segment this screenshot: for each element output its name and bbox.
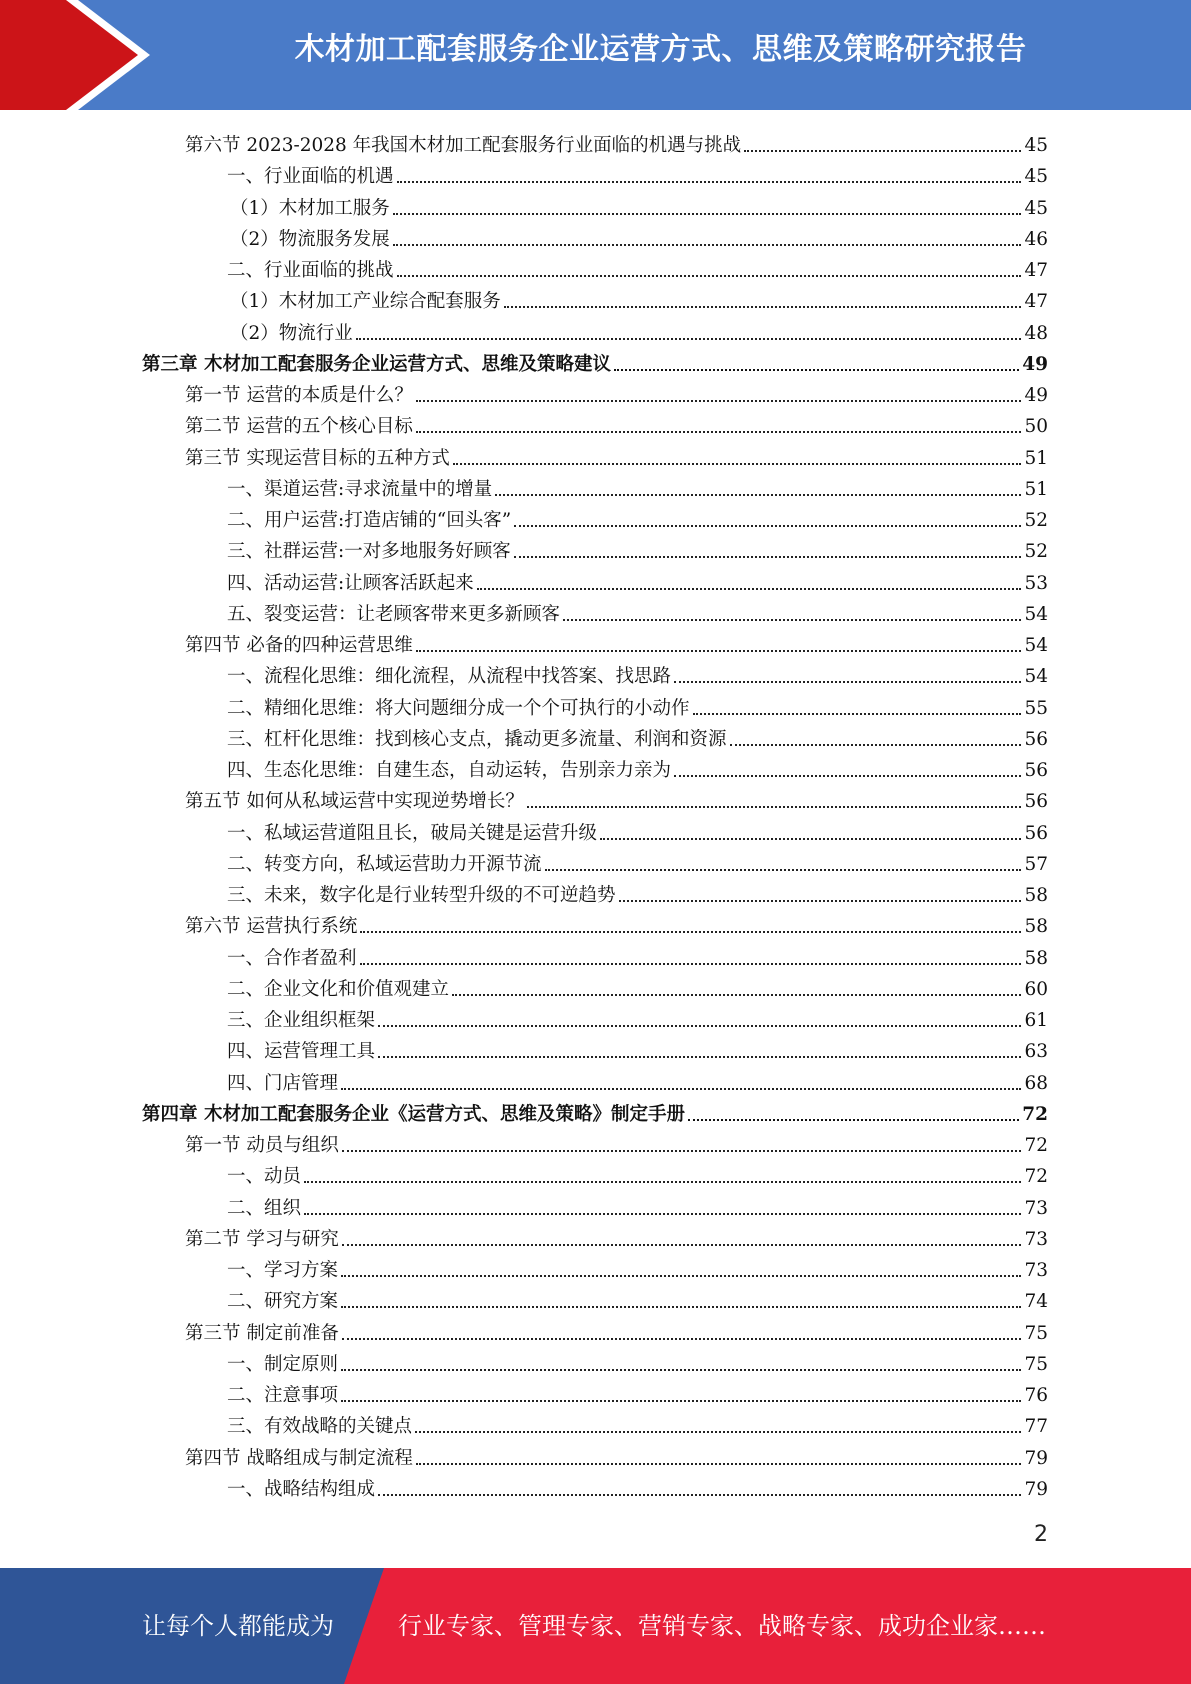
toc-dot-leader: [416, 1463, 1022, 1465]
toc-dot-leader: [614, 369, 1019, 371]
toc-page-number: 76: [1024, 1385, 1048, 1406]
toc-entry[interactable]: [227, 1471, 1048, 1502]
toc-page-number: 52: [1024, 541, 1048, 563]
toc-entry[interactable]: [227, 1002, 1048, 1033]
toc-page-number: 54: [1024, 666, 1048, 688]
toc-dot-leader: [378, 1056, 1021, 1058]
toc-entry-title: 二、用户运营:打造店铺的“回头客”: [227, 510, 512, 531]
toc-entry-title: 一、合作者盈利: [227, 947, 357, 969]
toc-entry-title: 三、未来，数字化是行业转型升级的不可逆趋势: [227, 885, 616, 906]
toc-entry[interactable]: [230, 221, 1048, 252]
toc-entry-title: 第三章 木材加工配套服务企业运营方式、思维及策略建议: [142, 353, 611, 375]
toc-page-number: 54: [1024, 635, 1048, 656]
toc-entry-title: 第四节 必备的四种运营思维: [185, 635, 413, 656]
toc-entry-title: 三、杠杆化思维：找到核心支点，撬动更多流量、利润和资源: [227, 728, 727, 750]
toc-entry[interactable]: [185, 1440, 1048, 1471]
toc-entry-title: （1）木材加工产业综合配套服务: [230, 291, 501, 313]
toc-entry-title: 第四章 木材加工配套服务企业《运营方式、思维及策略》制定手册: [142, 1103, 685, 1125]
toc-entry-title: 第一节 动员与组织: [185, 1135, 339, 1156]
toc-entry-title: （2）物流服务发展: [230, 228, 390, 250]
toc-entry[interactable]: [227, 721, 1048, 752]
toc-entry[interactable]: [227, 502, 1048, 533]
toc-page-number: 72: [1024, 1135, 1048, 1156]
toc-entry-title: 第六节 运营执行系统: [185, 916, 358, 938]
toc-entry-title: 第五节 如何从私域运营中实现逆势增长？: [185, 791, 524, 813]
toc-dot-leader: [342, 1338, 1022, 1340]
toc-dot-leader: [730, 744, 1022, 746]
toc-dot-leader: [545, 869, 1022, 871]
toc-entry[interactable]: [227, 815, 1048, 846]
toc-dot-leader: [393, 244, 1022, 246]
toc-entry[interactable]: [227, 940, 1048, 971]
toc-entry-title: 三、企业组织框架: [227, 1010, 376, 1031]
toc-entry[interactable]: [227, 1065, 1048, 1096]
toc-dot-leader: [342, 1150, 1022, 1152]
toc-dot-leader: [514, 556, 1022, 558]
toc-entry[interactable]: [227, 1377, 1048, 1408]
toc-page-number: 75: [1024, 1322, 1048, 1344]
toc-entry[interactable]: [230, 190, 1048, 221]
toc-dot-leader: [341, 1400, 1021, 1402]
toc-entry[interactable]: [227, 1033, 1048, 1064]
toc-entry-title: 二、转变方向，私域运营助力开源节流: [227, 853, 542, 875]
toc-dot-leader: [378, 1494, 1021, 1496]
toc-page-number: 68: [1024, 1072, 1048, 1094]
toc-page-number: 63: [1024, 1041, 1048, 1063]
toc-page-number: 52: [1024, 510, 1048, 531]
toc-entry[interactable]: [185, 1127, 1048, 1158]
toc-entry-title: （2）物流行业: [230, 322, 353, 344]
toc-page-number: 58: [1024, 947, 1048, 969]
toc-entry-title: 二、精细化思维：将大问题细分成一个个可执行的小动作: [227, 697, 690, 719]
toc-entry[interactable]: [227, 690, 1048, 721]
toc-entry[interactable]: [185, 127, 1048, 158]
toc-entry-title: 四、门店管理: [227, 1072, 339, 1094]
toc-entry-title: 一、行业面临的机遇: [227, 166, 394, 188]
toc-page-number: 56: [1024, 728, 1048, 750]
toc-entry[interactable]: [185, 440, 1048, 471]
toc-dot-leader: [341, 1088, 1021, 1090]
page-header: [0, 0, 1191, 110]
toc-entry[interactable]: [227, 1158, 1048, 1189]
toc-dot-leader: [341, 1369, 1021, 1371]
toc-page-number: 56: [1024, 791, 1048, 813]
toc-dot-leader: [453, 463, 1022, 465]
toc-page-number: 51: [1024, 447, 1048, 469]
toc-entry[interactable]: [227, 1346, 1048, 1377]
toc-dot-leader: [527, 806, 1022, 808]
toc-dot-leader: [563, 619, 1021, 621]
toc-page-number: 48: [1024, 322, 1048, 344]
toc-entry[interactable]: [227, 846, 1048, 877]
toc-entry[interactable]: [230, 315, 1048, 346]
toc-chapter-entry[interactable]: [142, 1096, 1048, 1127]
toc-dot-leader: [416, 431, 1022, 433]
toc-entry-title: 一、私域运营道阻且长，破局关键是运营升级: [227, 822, 598, 844]
toc-page-number: 72: [1024, 1166, 1048, 1188]
footer-slogan-right: 行业专家、管理专家、营销专家、战略专家、成功企业家……: [398, 1612, 1046, 1640]
toc-entry-title: 第三节 实现运营目标的五种方式: [185, 447, 450, 469]
toc-page-number: 73: [1024, 1228, 1048, 1250]
toc-dot-leader: [356, 338, 1022, 340]
toc-dot-leader: [688, 1119, 1019, 1121]
toc-entry[interactable]: [227, 1252, 1048, 1283]
toc-page-number: 47: [1024, 260, 1048, 281]
report-title: 木材加工配套服务企业运营方式、思维及策略研究报告: [294, 32, 1027, 67]
toc-entry-title: 第三节 制定前准备: [185, 1322, 339, 1344]
toc-entry[interactable]: [227, 1283, 1048, 1314]
toc-entry-title: 五、裂变运营：让老顾客带来更多新顾客: [227, 603, 561, 625]
toc-dot-leader: [674, 775, 1021, 777]
toc-entry[interactable]: [185, 377, 1048, 408]
toc-page-number: 75: [1024, 1353, 1048, 1375]
toc-entry-title: 四、生态化思维：自建生态，自动运转，告别亲力亲为: [227, 760, 672, 781]
toc-dot-leader: [674, 681, 1021, 683]
toc-dot-leader: [744, 150, 1021, 152]
toc-entry-title: 一、渠道运营:寻求流量中的增量: [227, 478, 493, 500]
toc-dot-leader: [360, 963, 1022, 965]
toc-entry-title: （1）木材加工服务: [230, 197, 390, 219]
toc-dot-leader: [341, 1275, 1021, 1277]
toc-dot-leader: [360, 931, 1021, 933]
toc-dot-leader: [452, 994, 1021, 996]
toc-dot-leader: [619, 900, 1022, 902]
toc-entry-title: 四、运营管理工具: [227, 1041, 376, 1063]
toc-dot-leader: [378, 1025, 1021, 1027]
toc-page-number: 53: [1024, 572, 1048, 594]
toc-dot-leader: [304, 1213, 1021, 1215]
toc-page-number: 50: [1024, 416, 1048, 438]
toc-entry-title: 一、动员: [227, 1166, 302, 1188]
toc-page-number: 61: [1024, 1010, 1048, 1031]
toc-page-number: 51: [1024, 478, 1048, 500]
toc-entry[interactable]: [185, 783, 1048, 814]
toc-entry[interactable]: [227, 877, 1048, 908]
toc-page-number: 58: [1024, 885, 1048, 906]
toc-page-number: 56: [1024, 822, 1048, 844]
toc-entry[interactable]: [227, 752, 1048, 783]
toc-entry-title: 四、活动运营:让顾客活跃起来: [227, 572, 474, 594]
toc-entry[interactable]: [227, 533, 1048, 564]
toc-entry-title: 第二节 运营的五个核心目标: [185, 416, 413, 438]
toc-entry[interactable]: [227, 252, 1048, 283]
toc-page-number: 77: [1024, 1416, 1048, 1438]
toc-page-number: 58: [1024, 916, 1048, 938]
toc-page-number: 60: [1024, 978, 1048, 1000]
toc-page-number: 45: [1024, 197, 1048, 219]
toc-dot-leader: [393, 213, 1022, 215]
toc-dot-leader: [304, 1181, 1021, 1183]
toc-dot-leader: [397, 181, 1022, 183]
toc-dot-leader: [504, 306, 1022, 308]
toc-chapter-entry[interactable]: [142, 346, 1048, 377]
toc-entry[interactable]: [185, 408, 1048, 439]
toc-page-number: 45: [1024, 166, 1048, 188]
toc-dot-leader: [415, 1431, 1021, 1433]
toc-entry-title: 二、行业面临的挑战: [227, 260, 394, 281]
toc-dot-leader: [600, 838, 1021, 840]
toc-entry[interactable]: [227, 658, 1048, 689]
toc-entry[interactable]: [185, 908, 1048, 939]
toc-entry-title: 第二节 学习与研究: [185, 1228, 339, 1250]
toc-page-number: 49: [1024, 385, 1048, 406]
toc-page-number: 55: [1024, 697, 1048, 719]
toc-entry-title: 一、学习方案: [227, 1260, 339, 1281]
toc-page-number: 46: [1024, 228, 1048, 250]
toc-page-number: 79: [1024, 1447, 1048, 1469]
toc-entry-title: 第一节 运营的本质是什么？: [185, 385, 413, 406]
toc-entry-title: 二、研究方案: [227, 1291, 339, 1313]
toc-entry[interactable]: [227, 1408, 1048, 1439]
toc-page-number: 74: [1024, 1291, 1048, 1313]
toc-entry-title: 一、制定原则: [227, 1353, 339, 1375]
toc-dot-leader: [693, 713, 1022, 715]
toc-entry-title: 三、社群运营:一对多地服务好顾客: [227, 541, 511, 563]
toc-page-number: 49: [1022, 353, 1048, 375]
toc-page-number: 73: [1024, 1260, 1048, 1281]
toc-page-number: 47: [1024, 291, 1048, 313]
toc-entry[interactable]: [185, 1315, 1048, 1346]
toc-entry[interactable]: [185, 627, 1048, 658]
page-footer: [0, 1568, 1191, 1684]
toc-dot-leader: [416, 400, 1022, 402]
toc-dot-leader: [341, 1306, 1021, 1308]
toc-dot-leader: [495, 494, 1021, 496]
toc-entry[interactable]: [227, 471, 1048, 502]
toc-page-number: 56: [1024, 760, 1048, 781]
toc-entry[interactable]: [185, 1221, 1048, 1252]
toc-dot-leader: [514, 525, 1021, 527]
toc-dot-leader: [477, 588, 1022, 590]
toc-page-number: 79: [1024, 1478, 1048, 1500]
toc-entry[interactable]: [227, 158, 1048, 189]
footer-slogan-left: 让每个人都能成为: [142, 1612, 334, 1640]
page-number: 2: [1034, 1522, 1048, 1547]
toc-page-number: 57: [1024, 853, 1048, 875]
toc-entry[interactable]: [227, 565, 1048, 596]
toc-entry-title: 一、战略结构组成: [227, 1478, 376, 1500]
toc-dot-leader: [397, 275, 1022, 277]
toc-dot-leader: [416, 650, 1022, 652]
toc-entry[interactable]: [227, 596, 1048, 627]
toc-entry[interactable]: [227, 971, 1048, 1002]
toc-dot-leader: [342, 1244, 1022, 1246]
toc-entry[interactable]: [227, 1190, 1048, 1221]
toc-page-number: 72: [1022, 1103, 1048, 1125]
toc-entry-title: 一、流程化思维：细化流程，从流程中找答案、找思路: [227, 666, 672, 688]
toc-entry-title: 二、企业文化和价值观建立: [227, 978, 450, 1000]
toc-entry-title: 第四节 战略组成与制定流程: [185, 1447, 413, 1469]
toc-page-number: 45: [1024, 135, 1048, 156]
toc-entry-title: 二、注意事项: [227, 1385, 339, 1406]
toc-entry-title: 二、组织: [227, 1197, 302, 1219]
toc-page-number: 54: [1024, 603, 1048, 625]
toc-page-number: 73: [1024, 1197, 1048, 1219]
toc-entry-title: 三、有效战略的关键点: [227, 1416, 413, 1438]
toc-entry-title: 第六节 2023-2028 年我国木材加工配套服务行业面临的机遇与挑战: [185, 135, 742, 156]
toc-entry[interactable]: [230, 283, 1048, 314]
